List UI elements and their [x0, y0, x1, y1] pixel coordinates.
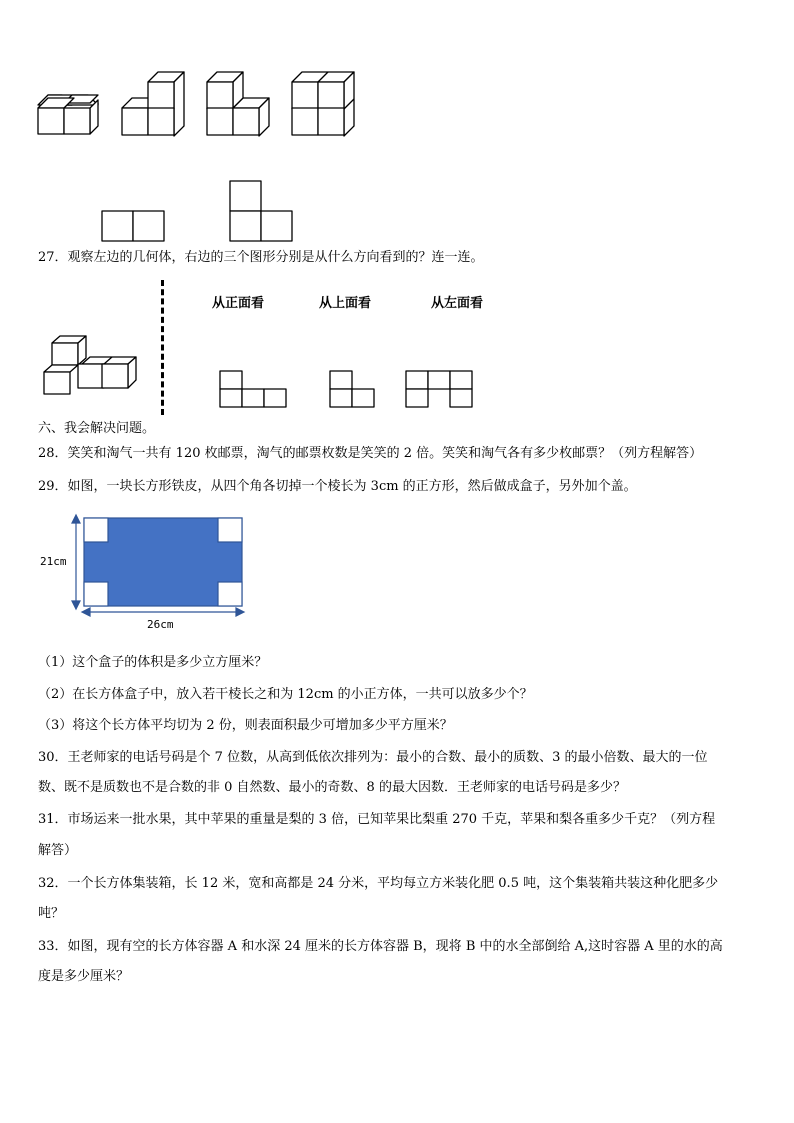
corner-square-tr — [218, 518, 242, 542]
question-29: 29．如图，一块长方形铁皮，从四个角各切掉一个棱长为 3cm 的正方形，然后做成盒子，另外加个盖。 — [38, 479, 637, 494]
view-label-left: 从左面看 — [431, 296, 484, 311]
question-29-sub2: （2）在长方体盒子中，放入若干棱长之和为 12cm 的小正方体，一共可以放多少个？ — [38, 687, 533, 702]
corner-square-br — [218, 582, 242, 606]
question-33-line2: 度是多少厘米？ — [38, 969, 130, 984]
width-label: 26cm — [147, 618, 174, 631]
question-30-line2: 数、既不是质数也不是合数的非 0 自然数、最小的奇数、8 的最大因数．王老师家的电话号码是多少？ — [38, 780, 626, 795]
view-label-front: 从正面看 — [212, 296, 265, 311]
question-28: 28．笑笑和淘气一共有 120 枚邮票，淘气的邮票枚数是笑笑的 2 倍。笑笑和淘气各有多少枚邮票？（列方程解答） — [38, 446, 703, 461]
question-27: 27．观察左边的几何体，右边的三个图形分别是从什么方向看到的？连一连。 — [38, 250, 484, 265]
height-label: 21cm — [40, 555, 67, 568]
height-arrow — [72, 515, 80, 609]
question-33-line1: 33．如图，现有空的长方体容器 A 和水深 24 厘米的长方体容器 B，现将 B 中的水全部倒给 A,这时容器 A 里的水的高 — [38, 939, 723, 954]
question-29-sub3: （3）将这个长方体平均切为 2 份，则表面积最少可增加多少平方厘米？ — [38, 718, 453, 733]
question-30-line1: 30．王老师家的电话号码是个 7 位数，从高到低依次排列为：最小的合数、最小的质数、3 的最小倍数、最大的一位 — [38, 750, 708, 765]
question-31-line1: 31．市场运来一批水果，其中苹果的重量是梨的 3 倍，已知苹果比梨重 270 千克，苹果和梨各重多少千克？（列方程 — [38, 812, 716, 827]
question-29-sub1: （1）这个盒子的体积是多少立方厘米？ — [38, 655, 268, 670]
question-32-line2: 吨？ — [38, 906, 65, 921]
question-32-line1: 32．一个长方体集装箱，长 12 米，宽和高都是 24 分米，平均每立方米装化肥 0.5 吨，这个集装箱共装这种化肥多少 — [38, 876, 719, 891]
question-31-line2: 解答） — [38, 843, 78, 858]
corner-square-bl — [84, 582, 108, 606]
width-arrow — [82, 608, 244, 616]
section-6-title: 六、我会解决问题。 — [38, 421, 156, 436]
corner-square-tl — [84, 518, 108, 542]
view-label-top: 从上面看 — [319, 296, 372, 311]
